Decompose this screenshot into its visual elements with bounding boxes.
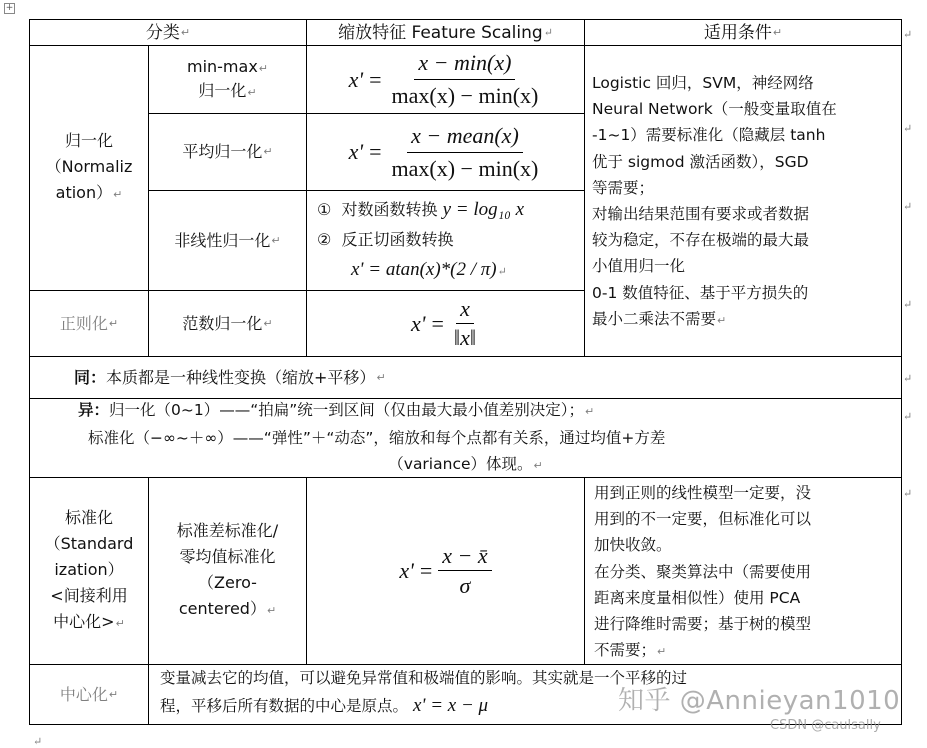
header-conditions: 适用条件 ↵ (703, 22, 783, 43)
table-anchor-icon[interactable]: + (5, 3, 14, 13)
condition-line: 距离来度量相似性）使用 PCA (594, 588, 801, 607)
trailing-para-mark: ↵ (33, 735, 43, 748)
regularization-formula: x' = $\frac{x}{‖x‖}$ (410, 296, 477, 350)
centering-label: 中心化 ↵ (59, 684, 119, 704)
zhihu-watermark: 知乎 @Annieyan1010 (618, 686, 901, 716)
nonlinear-item-1: ① 对数函数转换 y = log₁₀ x (317, 198, 525, 220)
condition-line: 加快收敛。 (594, 536, 672, 555)
standardization-formula: x' = $\frac{x - x̄}{\sigma}$ (307, 478, 584, 664)
condition-line: 进行降维时需要；基于树的模型 (594, 615, 812, 634)
condition-line: 不需要；↵ (594, 641, 667, 660)
name-line: （Zero- (198, 573, 257, 592)
nonlinear-name: 非线性归一化 ↵ (174, 230, 281, 250)
table-border-right (901, 19, 902, 725)
row-end-mark: ↵ (903, 200, 913, 213)
regularization-label: 正则化 ↵ (59, 313, 119, 333)
condition-line: -1~1）需要标准化（隐藏层 tanh (592, 126, 826, 145)
standardization-label (30, 478, 148, 664)
para-mark: ↵ (266, 604, 277, 617)
condition-line: Logistic 回归，SVM，神经网络 (592, 74, 814, 92)
row-end-mark: ↵ (903, 410, 913, 423)
row-end-mark: ↵ (903, 372, 913, 385)
header-category: 分类 ↵ (145, 22, 191, 43)
header-scaling: 缩放特征 Feature Scaling ↵ (338, 22, 553, 43)
minmax-formula: x' = $\frac{x - \min(x)}{\max(x) - \min(x)}$ (348, 50, 539, 108)
normalization-label: 归一化 （Normaliz ation）↵ (45, 131, 133, 202)
condition-line: 在分类、聚类算法中（需要使用 (594, 562, 812, 581)
minmax-name: min-max↵ 归一化↵ (186, 56, 269, 100)
name-line: centered）↵ (178, 599, 277, 618)
standardization-conditions (594, 480, 896, 664)
name-line: 零均值标准化 (179, 547, 276, 566)
condition-line: 等需要； (592, 178, 655, 197)
label-line: <间接利用 (50, 586, 128, 605)
nonlinear-formulas (307, 191, 584, 290)
regularization-name: 范数归一化 ↵ (182, 313, 273, 333)
row-end-mark: ↵ (903, 28, 913, 41)
condition-line: 用到正则的线性模型一定要，没 (594, 484, 812, 502)
condition-line: 优于 sigmod 激活函数），SGD (592, 152, 809, 171)
condition-line: 最小二乘法不需要↵ (592, 309, 727, 328)
nonlinear-item-2-formula: x' = atan(x)*(2 / π)↵ (351, 258, 507, 280)
row-end-mark: ↵ (903, 122, 913, 135)
mean-formula: x' = $\frac{\text{x − mean(x)}}{\max(x) - \min(x)}$ (348, 122, 539, 181)
row-end-mark: ↵ (903, 298, 913, 311)
condition-line: 0-1 数值特征、基于平方损失的 (592, 283, 809, 302)
label-line: （Standard (44, 534, 134, 553)
condition-line: Neural Network（一般变量取值在 (592, 100, 837, 119)
nonlinear-item-2: ② 反正切函数转换 (317, 229, 454, 249)
mean-name: 平均归一化 ↵ (182, 142, 273, 161)
para-mark: ↵ (115, 617, 125, 630)
csdn-watermark: CSDN @caulsally (770, 718, 881, 733)
col-divider (584, 19, 585, 357)
standardization-name (149, 478, 306, 664)
condition-line: 较为稳定，不存在极端的最大最 (592, 231, 810, 250)
condition-line: 用到的不一定要，但标准化可以 (594, 510, 812, 529)
row-end-mark: ↵ (903, 487, 913, 500)
name-line: 标准差标准化/ (176, 521, 279, 540)
same-row: 同： 本质都是一种线性变换（缩放+平移） ↵ (74, 367, 386, 387)
centering-text: 变量减去它的均值，可以避免异常值和极端值的影响。其实就是一个平移的过 程，平移后所有数据的中心是原点。 x' = x − μ (160, 669, 688, 716)
normalization-conditions (592, 70, 896, 340)
condition-line: 小值用归一化 (592, 257, 686, 276)
diff-row: 异：归一化（0~1）——“拍扁”统一到区间（仅由最大最小值差别决定）；↵ 标准化（−∞~＋∞）——“弹性”＋“动态”，缩放和每个点都有关系，通过均值+方差 （variance）体现。↵ (78, 401, 666, 473)
condition-line: 对输出结果范围有要求或者数据 (592, 205, 810, 224)
label-line: 标准化 (64, 508, 113, 527)
label-line: 中心化>↵ (53, 612, 125, 631)
col-divider (584, 477, 585, 665)
para-mark: ↵ (717, 313, 727, 327)
para-mark: ↵ (657, 645, 667, 659)
label-line: ization） (54, 560, 124, 579)
